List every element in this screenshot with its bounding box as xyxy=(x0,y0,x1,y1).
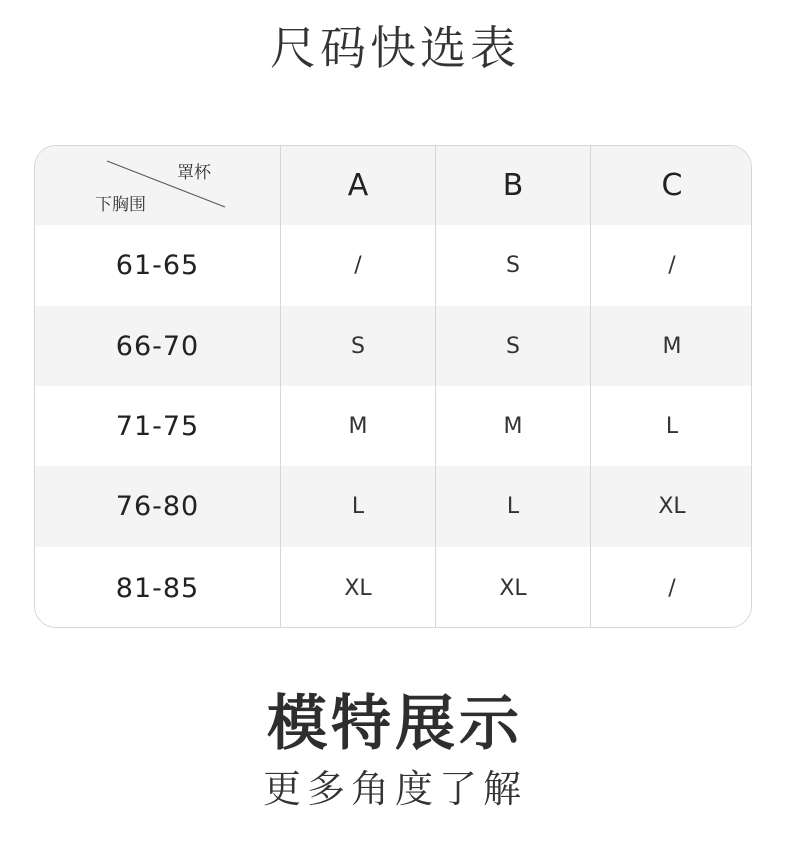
size-cell xyxy=(436,466,591,547)
size-value: L xyxy=(351,494,365,519)
size-value: M xyxy=(503,413,523,439)
size-value: S xyxy=(506,253,520,278)
size-value: XL xyxy=(658,494,686,519)
band-label: 71-75 xyxy=(115,410,200,442)
table-row xyxy=(35,547,752,628)
size-value: / xyxy=(668,253,676,278)
size-cell xyxy=(436,547,591,628)
cup-label: C xyxy=(661,168,683,203)
model-showcase-title: 模特展示 xyxy=(267,689,523,759)
band-label: 81-85 xyxy=(115,572,200,604)
corner-label-cup: 罩杯 xyxy=(177,163,211,183)
size-value: / xyxy=(354,253,362,278)
size-value: XL xyxy=(344,575,372,601)
size-value: L xyxy=(506,494,520,519)
size-cell xyxy=(591,547,752,628)
size-cell xyxy=(436,225,591,306)
band-label: 66-70 xyxy=(115,330,200,362)
size-value: S xyxy=(351,333,365,359)
band-cell xyxy=(35,386,281,466)
header-cell-cup-a xyxy=(281,146,436,225)
header-cell-cup-c xyxy=(591,146,752,225)
table-row xyxy=(35,386,752,466)
size-value: XL xyxy=(499,575,527,601)
cup-label: B xyxy=(502,168,524,203)
band-cell xyxy=(35,306,281,386)
size-cell xyxy=(281,225,436,306)
page-title: 尺码快选表 xyxy=(270,21,520,75)
size-value: L xyxy=(665,413,679,439)
size-value: M xyxy=(348,413,368,439)
size-value: M xyxy=(662,333,682,359)
size-cell xyxy=(591,386,752,466)
size-cell xyxy=(281,466,436,547)
size-cell xyxy=(436,306,591,386)
size-cell xyxy=(591,466,752,547)
size-cell xyxy=(281,306,436,386)
size-cell xyxy=(281,386,436,466)
table-header-row xyxy=(35,146,752,225)
table-row xyxy=(35,306,752,386)
size-cell xyxy=(591,306,752,386)
band-cell xyxy=(35,466,281,547)
band-label: 61-65 xyxy=(115,250,200,281)
table-row xyxy=(35,466,752,547)
size-cell xyxy=(591,225,752,306)
size-value: S xyxy=(506,333,520,359)
corner-label-underbust: 下胸围 xyxy=(95,195,146,215)
model-showcase-subtitle: 更多角度了解 xyxy=(262,767,527,811)
size-value: / xyxy=(668,575,676,601)
size-cell xyxy=(281,547,436,628)
corner-header-cell xyxy=(35,146,281,225)
diagonal-divider xyxy=(35,146,281,225)
header-cell-cup-b xyxy=(436,146,591,225)
table-row xyxy=(35,225,752,306)
size-chart-table xyxy=(34,145,752,628)
band-label: 76-80 xyxy=(115,491,200,522)
cup-label: A xyxy=(347,168,369,203)
band-cell xyxy=(35,547,281,628)
size-cell xyxy=(436,386,591,466)
band-cell xyxy=(35,225,281,306)
